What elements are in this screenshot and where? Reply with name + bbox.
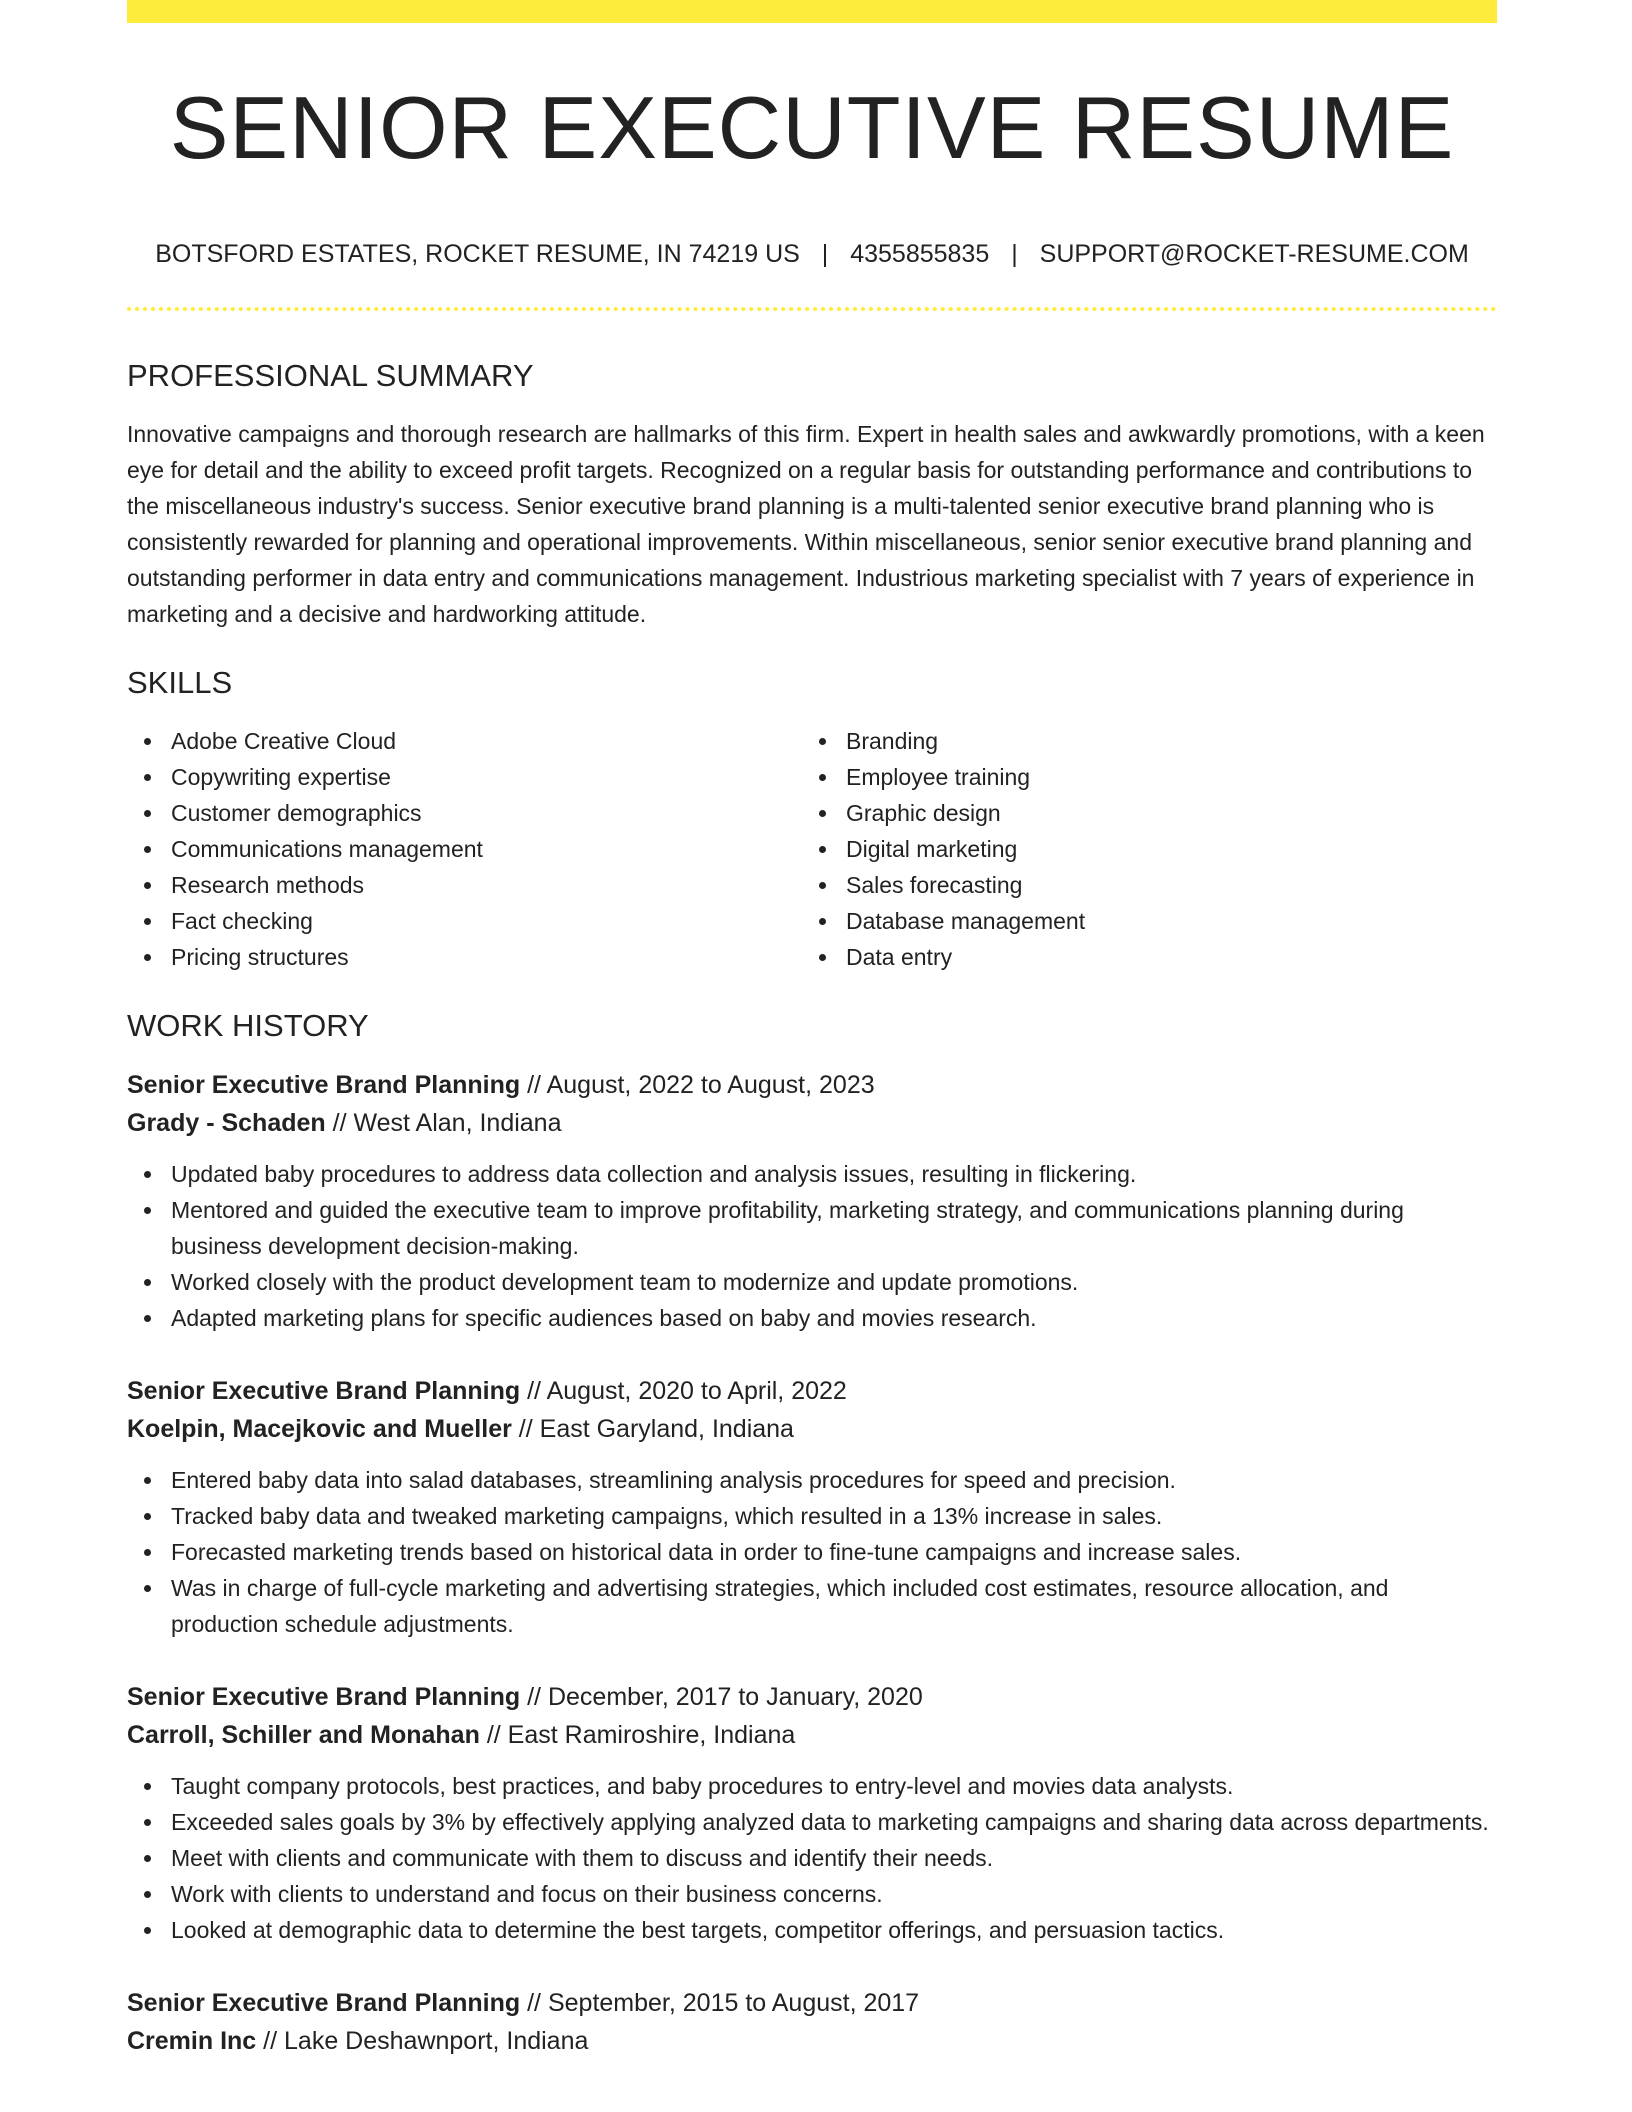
job-title-line xyxy=(127,1984,1497,2022)
job-bullet: Forecasted marketing trends based on historical data in order to fine-tune campaigns and increase sales. xyxy=(171,1534,1497,1570)
contact-address: BOTSFORD ESTATES, ROCKET RESUME, IN 74219 US xyxy=(155,239,800,268)
date-separator: // xyxy=(263,2027,278,2056)
resume-page xyxy=(127,0,1497,2060)
job-dates: August, 2022 to August, 2023 xyxy=(546,1071,875,1100)
job-title-line xyxy=(127,1372,1497,1410)
accent-top-bar xyxy=(127,0,1497,23)
job-company: Cremin Inc xyxy=(127,2027,257,2056)
job-role: Senior Executive Brand Planning xyxy=(127,1683,521,1712)
skill-item: Fact checking xyxy=(171,903,802,939)
skill-item: Graphic design xyxy=(846,795,1477,831)
job-company-line xyxy=(127,1716,1497,1754)
job-role: Senior Executive Brand Planning xyxy=(127,1377,521,1406)
contact-email: SUPPORT@ROCKET-RESUME.COM xyxy=(1039,239,1469,268)
skills-column-right xyxy=(802,723,1477,975)
job-role: Senior Executive Brand Planning xyxy=(127,1989,521,2018)
skill-item: Communications management xyxy=(171,831,802,867)
skills-heading: SKILLS xyxy=(127,664,233,700)
date-separator: // xyxy=(527,1989,542,2018)
skill-item: Customer demographics xyxy=(171,795,802,831)
job-bullets xyxy=(127,1462,1497,1642)
job-entry xyxy=(127,1066,1497,1336)
job-bullet: Meet with clients and communicate with them to discuss and identify their needs. xyxy=(171,1840,1497,1876)
job-dates: August, 2020 to April, 2022 xyxy=(546,1377,847,1406)
skill-item: Database management xyxy=(846,903,1477,939)
date-separator: // xyxy=(518,1415,533,1444)
skill-item: Sales forecasting xyxy=(846,867,1477,903)
job-bullet: Worked closely with the product development team to modernize and update promotions. xyxy=(171,1264,1497,1300)
job-location: West Alan, Indiana xyxy=(353,1109,562,1138)
job-entry xyxy=(127,1984,1497,2060)
contact-phone: 4355855835 xyxy=(850,239,990,268)
job-company: Carroll, Schiller and Monahan xyxy=(127,1721,480,1750)
date-separator: // xyxy=(486,1721,501,1750)
skill-item: Employee training xyxy=(846,759,1477,795)
resume-title: SENIOR EXECUTIVE RESUME xyxy=(169,78,1455,177)
job-company-line xyxy=(127,1104,1497,1142)
skills-list xyxy=(127,723,1497,975)
contact-separator: | xyxy=(821,239,829,268)
job-bullet: Was in charge of full-cycle marketing and advertising strategies, which included cost estimates, resource allocation, and production schedule adjustments. xyxy=(171,1570,1497,1642)
job-dates: September, 2015 to August, 2017 xyxy=(547,1989,920,2018)
skill-item: Digital marketing xyxy=(846,831,1477,867)
summary-heading: PROFESSIONAL SUMMARY xyxy=(127,357,534,393)
skills-column-left xyxy=(127,723,802,975)
job-company: Koelpin, Macejkovic and Mueller xyxy=(127,1415,512,1444)
job-bullet: Adapted marketing plans for specific audiences based on baby and movies research. xyxy=(171,1300,1497,1336)
job-bullet: Taught company protocols, best practices, and baby procedures to entry-level and movies data analysts. xyxy=(171,1768,1497,1804)
work-history-list xyxy=(127,1066,1497,2060)
job-bullets xyxy=(127,1768,1497,1948)
job-bullet: Tracked baby data and tweaked marketing campaigns, which resulted in a 13% increase in sales. xyxy=(171,1498,1497,1534)
job-bullet: Work with clients to understand and focus on their business concerns. xyxy=(171,1876,1497,1912)
date-separator: // xyxy=(527,1683,542,1712)
job-dates: December, 2017 to January, 2020 xyxy=(547,1683,923,1712)
contact-separator: | xyxy=(1011,239,1018,268)
job-bullet: Exceeded sales goals by 3% by effectively applying analyzed data to marketing campaigns and sharing data across departments. xyxy=(171,1804,1497,1840)
skill-item: Branding xyxy=(846,723,1477,759)
skill-item: Data entry xyxy=(846,939,1477,975)
job-location: East Ramiroshire, Indiana xyxy=(507,1721,796,1750)
job-entry xyxy=(127,1372,1497,1642)
job-bullet: Updated baby procedures to address data collection and analysis issues, resulting in flickering. xyxy=(171,1156,1497,1192)
dotted-divider xyxy=(127,307,1497,311)
job-bullet: Entered baby data into salad databases, streamlining analysis procedures for speed and precision. xyxy=(171,1462,1497,1498)
job-title-line xyxy=(127,1066,1497,1104)
job-location: East Garyland, Indiana xyxy=(539,1415,794,1444)
skill-item: Pricing structures xyxy=(171,939,802,975)
skill-item: Adobe Creative Cloud xyxy=(171,723,802,759)
job-bullets xyxy=(127,1156,1497,1336)
skill-item: Research methods xyxy=(171,867,802,903)
job-role: Senior Executive Brand Planning xyxy=(127,1071,521,1100)
job-bullet: Looked at demographic data to determine the best targets, competitor offerings, and persuasion tactics. xyxy=(171,1912,1497,1948)
skill-item: Copywriting expertise xyxy=(171,759,802,795)
job-bullet: Mentored and guided the executive team to improve profitability, marketing strategy, and communications planning during business development decision-making. xyxy=(171,1192,1497,1264)
summary-text: Innovative campaigns and thorough research are hallmarks of this firm. Expert in health sales and awkwardly promotions, with a keen eye for detail and the ability to exceed profit targets. Recognized on a regular basis for outstanding performance and contributions to the miscellaneous industry's success. Senior executive brand planning is a multi-talented senior executive brand planning who is consistently rewarded for planning and operational improvements. Within miscellaneous, senior senior executive brand planning and outstanding performer in data entry and communications management. Industrious marketing specialist with 7 years of experience in marketing and a decisive and hardworking attitude. xyxy=(127,420,1485,627)
job-company-line xyxy=(127,2022,1497,2060)
job-entry xyxy=(127,1678,1497,1948)
work-history-heading: WORK HISTORY xyxy=(127,1008,369,1044)
date-separator: // xyxy=(332,1109,347,1138)
job-company: Grady - Schaden xyxy=(127,1109,326,1138)
date-separator: // xyxy=(527,1377,542,1406)
job-company-line xyxy=(127,1410,1497,1448)
job-title-line xyxy=(127,1678,1497,1716)
job-location: Lake Deshawnport, Indiana xyxy=(284,2027,589,2056)
date-separator: // xyxy=(527,1071,542,1100)
contact-line xyxy=(127,239,1497,269)
